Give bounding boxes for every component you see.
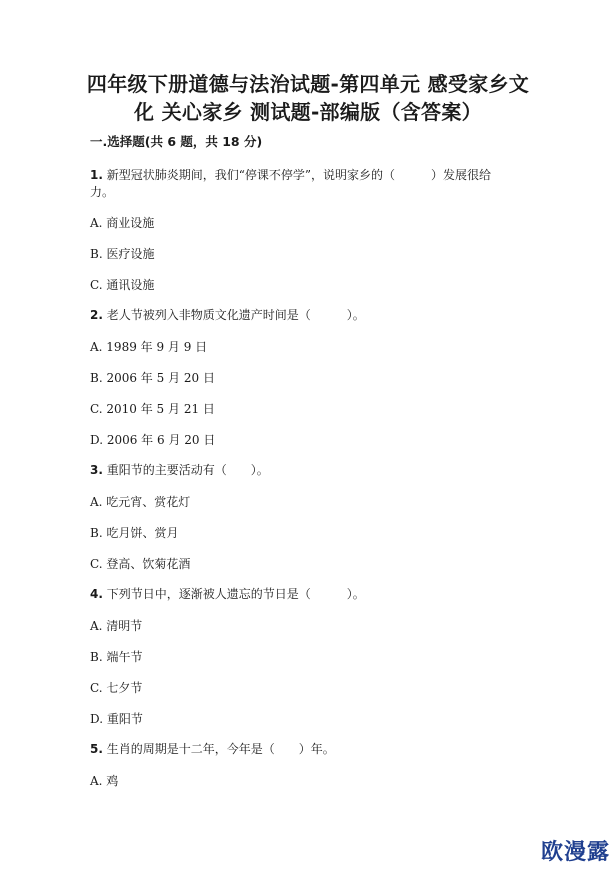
option-c: C. 登高、饮菊花酒 bbox=[90, 557, 191, 571]
option-b: B. 端午节 bbox=[90, 650, 143, 664]
watermark-logo: 欧漫露 bbox=[540, 840, 610, 865]
question-1-continuation: 力。 bbox=[90, 185, 115, 199]
title-line-1: 四年级下册道德与法治试题-第四单元 感受家乡文 bbox=[86, 72, 530, 96]
question-number: 3. bbox=[90, 463, 103, 477]
option-b: B. 吃月饼、赏月 bbox=[90, 526, 179, 540]
option-c: C. 2010 年 5 月 21 日 bbox=[90, 402, 215, 416]
question-number: 2. bbox=[90, 308, 103, 322]
option-a: A. 商业设施 bbox=[90, 216, 155, 230]
question-4 bbox=[90, 585, 530, 603]
option-a: A. 吃元宵、赏花灯 bbox=[90, 495, 191, 509]
question-number: 4. bbox=[90, 587, 103, 601]
option-c: C. 七夕节 bbox=[90, 681, 143, 695]
option-b: B. 2006 年 5 月 20 日 bbox=[90, 371, 215, 385]
option-a: A. 1989 年 9 月 9 日 bbox=[90, 340, 208, 354]
section-header: 一.选择题(共 6 题，共 18 分) bbox=[90, 134, 263, 149]
question-text: 新型冠状肺炎期间，我们“停课不停学”，说明家乡的（ ）发展很给 bbox=[106, 168, 492, 182]
option-a: A. 清明节 bbox=[90, 619, 143, 633]
option-d: D. 2006 年 6 月 20 日 bbox=[90, 433, 216, 447]
page-title bbox=[70, 70, 546, 126]
option-a: A. 鸡 bbox=[90, 774, 119, 788]
option-d: D. 重阳节 bbox=[90, 712, 143, 726]
title-line-2: 化 关心家乡 测试题-部编版（含答案） bbox=[134, 100, 482, 124]
option-c: C. 通讯设施 bbox=[90, 278, 155, 292]
question-2 bbox=[90, 306, 530, 324]
question-text: 下列节日中，逐渐被人遗忘的节日是（ ）。 bbox=[106, 587, 365, 601]
option-b: B. 医疗设施 bbox=[90, 247, 155, 261]
question-text: 生肖的周期是十二年，今年是（ ）年。 bbox=[106, 742, 335, 756]
question-text: 老人节被列入非物质文化遗产时间是（ ）。 bbox=[106, 308, 365, 322]
question-1 bbox=[90, 166, 530, 184]
question-number: 1. bbox=[90, 168, 103, 182]
question-5 bbox=[90, 740, 530, 758]
question-number: 5. bbox=[90, 742, 103, 756]
question-text: 重阳节的主要活动有（ ）。 bbox=[106, 463, 269, 477]
question-3 bbox=[90, 461, 530, 479]
